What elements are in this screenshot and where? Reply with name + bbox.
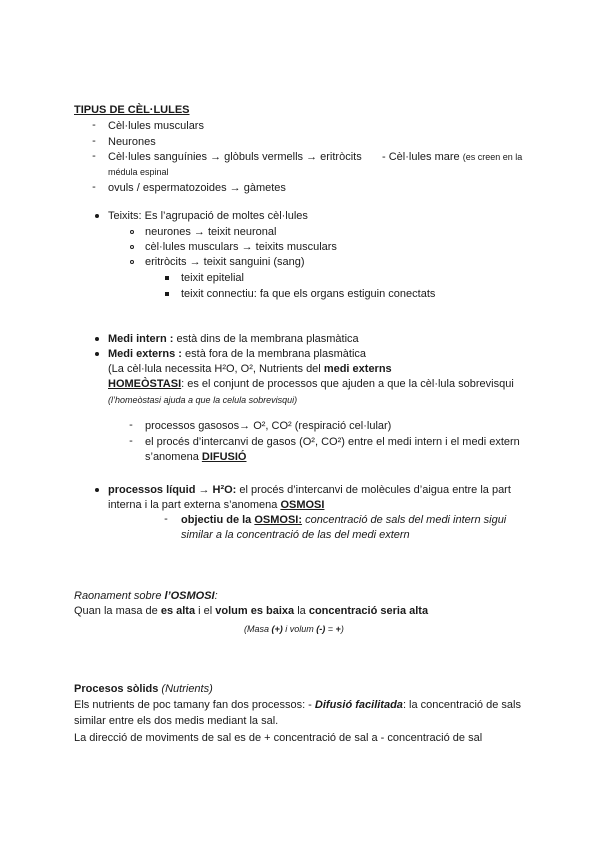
- list-item-extra: [382, 150, 522, 164]
- list-item: teixit epitelial: [181, 272, 244, 284]
- list-item: Neurones: [108, 136, 156, 148]
- text-segment: Quan la masa de: [74, 605, 161, 617]
- term-label: processos líquid → H²O:: [108, 484, 237, 496]
- list-item: Cèl·lules musculars: [108, 120, 204, 132]
- text-segment: (La cèl·lula necessita H²O, O², Nutrients del: [108, 363, 324, 375]
- list-item-text: Cèl·lules sanguínies → glòbuls vermells → eritròcits: [108, 151, 362, 163]
- text-segment: s’anomena: [145, 451, 202, 463]
- list-item: [108, 150, 362, 164]
- dash-marker: -: [92, 135, 96, 147]
- list-item: [108, 483, 511, 497]
- text-line: [108, 362, 392, 376]
- list-item: cèl·lules musculars → teixits musculars: [145, 241, 337, 253]
- list-item: ovuls / espermatozoides → gàmetes: [108, 182, 286, 194]
- text-bold: concentració seria alta: [308, 605, 429, 617]
- text-segment: i volum: [282, 624, 317, 634]
- note-line: (l’homeòstasi ajuda a que la celula sobrevisqui): [108, 395, 298, 405]
- text-line: [145, 450, 247, 464]
- text-line: [74, 698, 521, 712]
- dash-marker: -: [92, 150, 96, 162]
- bullet-square-icon: [165, 276, 169, 280]
- dash-marker: -: [129, 435, 133, 447]
- text-line: [74, 604, 428, 618]
- term-label: HOMEÒSTASI: [108, 378, 182, 390]
- term-text: : es el conjunt de processos que ajuden a que la cèl·lula sobrevisqui: [181, 378, 514, 390]
- text-bold: +: [335, 624, 341, 634]
- text-line: La direcció de moviments de sal es de + concentració de sal a - concentració de sal: [74, 732, 483, 744]
- bullet-circle-icon: [130, 260, 134, 264]
- text-bold: es alta: [160, 605, 196, 617]
- term-text: el procés d’intercanvi de molècules d’aigua entre la part: [236, 484, 511, 496]
- text-bold: (+): [271, 624, 283, 634]
- bullet-square-icon: [165, 292, 169, 296]
- list-item: el procés d’intercanvi de gasos (O², CO²) entre el medi intern i el medi extern: [145, 436, 520, 448]
- bullet-disc-icon: [95, 337, 99, 341]
- text-bold: volum es baixa: [215, 605, 295, 617]
- list-item-note: médula espinal: [108, 167, 169, 177]
- list-item-note: (es creen en la: [462, 152, 523, 162]
- term-text: concentració de sals del medi intern sigui: [302, 514, 507, 526]
- section-title-solids: [74, 682, 213, 696]
- term-label: OSMOSI:: [254, 514, 303, 526]
- text-segment: =: [325, 624, 336, 634]
- dash-marker: -: [164, 513, 168, 525]
- text-italic: (Nutrients): [158, 683, 213, 695]
- dash-marker: -: [92, 181, 96, 193]
- list-item: neurones → teixit neuronal: [145, 226, 277, 238]
- list-item: Teixits: Es l’agrupació de moltes cèl·lules: [108, 210, 308, 222]
- list-item: processos gasosos→ O², CO² (respiració cel·lular): [145, 420, 392, 432]
- section-title-raonament: [74, 589, 218, 603]
- text-bold: Procesos sòlids: [74, 683, 159, 695]
- text-bold: l’OSMOSI: [164, 590, 215, 602]
- text-bold-italic: Difusió facilitada: [314, 699, 403, 711]
- text-segment: :: [214, 590, 218, 602]
- term-label: Medi intern :: [108, 333, 174, 345]
- bullet-disc-icon: [95, 214, 99, 218]
- text-segment: : la concentració de sals: [402, 699, 521, 711]
- text-line: similar entre els dos medis mediant la sal.: [74, 715, 279, 727]
- text-segment: (Masa: [244, 624, 272, 634]
- term-label: Medi externs :: [108, 348, 182, 360]
- bullet-circle-icon: [130, 245, 134, 249]
- text-segment: interna i la part externa s’anomena: [108, 499, 281, 511]
- list-item: teixit connectiu: fa que els organs estiguin conectats: [181, 288, 436, 300]
- text-segment: ): [340, 624, 344, 634]
- term-text: està fora de la membrana plasmàtica: [181, 348, 367, 360]
- formula-line: [244, 622, 344, 636]
- text-line: [108, 377, 514, 391]
- text-bold: (-): [316, 624, 326, 634]
- text-line: similar a la concentració de las del medi extern: [181, 529, 410, 541]
- list-item: eritròcits → teixit sanguini (sang): [145, 256, 305, 268]
- list-item: [108, 347, 366, 361]
- text-line: [108, 498, 324, 512]
- term-label: DIFUSIÓ: [201, 451, 247, 463]
- text-segment: i el: [195, 605, 216, 617]
- term-text: està dins de la membrana plasmàtica: [173, 333, 359, 345]
- list-item-text: - Cèl·lules mare: [382, 151, 460, 163]
- term-label: objectiu de la: [181, 514, 255, 526]
- section-title-cell-types: TIPUS DE CÈL·LULES: [74, 104, 190, 116]
- bullet-disc-icon: [95, 352, 99, 356]
- term-label: OSMOSI: [280, 499, 325, 511]
- bullet-disc-icon: [95, 488, 99, 492]
- dash-marker: -: [92, 119, 96, 131]
- bullet-circle-icon: [130, 230, 134, 234]
- text-segment: Els nutrients de poc tamany fan dos processos: -: [74, 699, 315, 711]
- text-bold: medi externs: [323, 363, 392, 375]
- text-segment: Raonament sobre: [74, 590, 165, 602]
- list-item: [181, 513, 506, 527]
- dash-marker: -: [129, 419, 133, 431]
- list-item: [108, 332, 359, 346]
- text-segment: la: [294, 605, 309, 617]
